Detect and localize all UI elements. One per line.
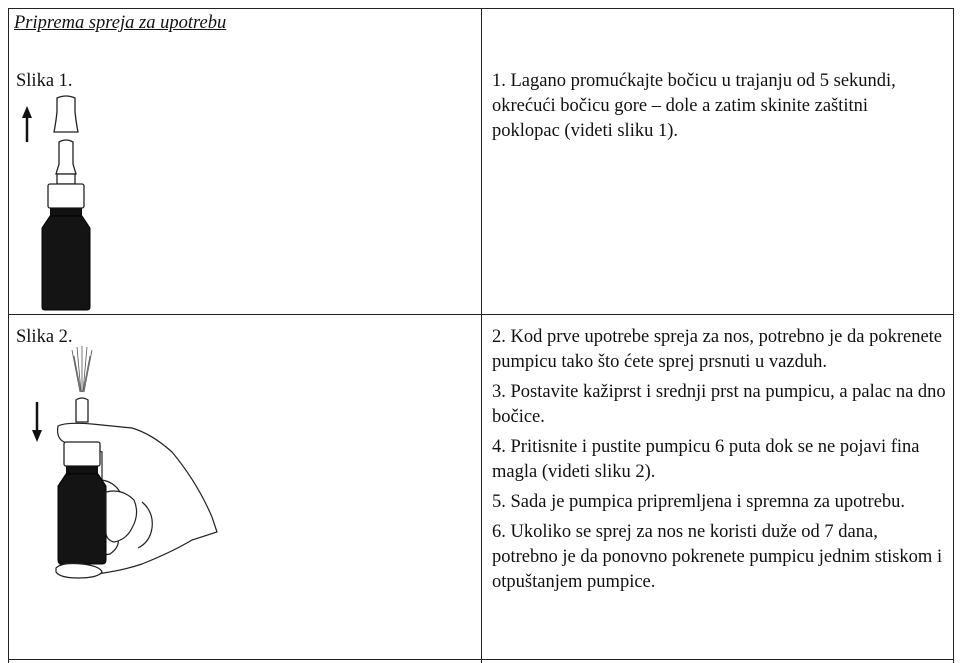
nozzle-icon bbox=[76, 398, 88, 422]
step-1-text: 1. Lagano promućkajte bočicu u trajanju od 5 sekundi, okrećući bočicu gore – dole a zatim skinite zaštitni poklopac (videti sliku 1). bbox=[492, 71, 896, 141]
bottle-icon bbox=[58, 466, 106, 564]
section-title: Priprema spreja za upotrebu bbox=[14, 13, 227, 33]
collar-icon bbox=[64, 442, 100, 466]
mist-icon bbox=[72, 346, 92, 392]
step-2-text: 2. Kod prve upotrebe spreja za nos, potrebno je da pokrenete pumpicu tako što ćete sprej prsnuti u vazduh. bbox=[492, 327, 943, 372]
steps-list bbox=[492, 325, 947, 600]
down-arrow-icon bbox=[32, 402, 42, 442]
table-column-divider bbox=[481, 8, 482, 663]
nozzle-icon bbox=[48, 140, 84, 208]
figure-1-bottle-illustration bbox=[14, 92, 104, 312]
bottle-icon bbox=[42, 208, 90, 310]
figure-1-label: Slika 1. bbox=[16, 71, 73, 91]
table-border-right bbox=[953, 8, 954, 663]
up-arrow-icon bbox=[22, 106, 32, 142]
table-border-left bbox=[8, 8, 9, 663]
figure-2-hand-spray-illustration bbox=[22, 342, 227, 592]
step-6-text: 6. Ukoliko se sprej za nos ne koristi duže od 7 dana, potrebno je da ponovno pokrenete pumpicu jednim stiskom i otpuštanjem pumpice. bbox=[492, 522, 943, 592]
step-3-text: 3. Postavite kažiprst i srednji prst na pumpicu, a palac na dno bočice. bbox=[492, 382, 946, 427]
step-4-text: 4. Pritisnite i pustite pumpicu 6 puta dok se ne pojavi fina magla (videti sliku 2). bbox=[492, 437, 920, 482]
step-5-text: 5. Sada je pumpica pripremljena i spremna za upotrebu. bbox=[492, 492, 906, 512]
cap-icon bbox=[54, 96, 78, 132]
figure-2-label: Slika 2. bbox=[16, 327, 73, 347]
